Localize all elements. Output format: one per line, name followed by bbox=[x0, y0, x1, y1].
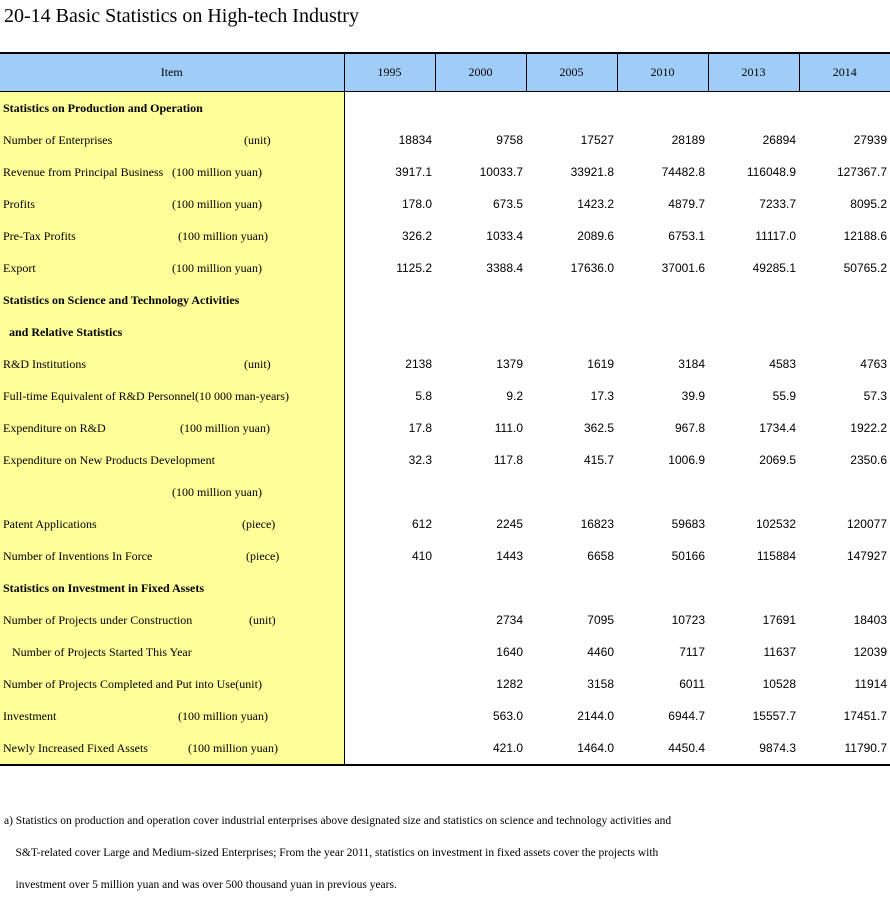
table-row bbox=[0, 156, 890, 188]
row-item-cell bbox=[0, 668, 344, 700]
value-cell bbox=[526, 316, 617, 348]
table-header-row bbox=[0, 53, 890, 92]
table-row bbox=[0, 412, 890, 444]
header-year: 2000 bbox=[435, 53, 526, 92]
row-label: Number of Projects Completed and Put into Use(unit) bbox=[3, 676, 262, 691]
value-cell bbox=[799, 316, 890, 348]
row-label: Export bbox=[3, 260, 36, 275]
value-cell: 2144.0 bbox=[577, 709, 614, 723]
footnote-line: S&T-related cover Large and Medium-sized Enterprises; From the year 2011, statistics on investment in fixed assets cover the projects with bbox=[4, 847, 659, 859]
value-cell bbox=[526, 572, 617, 604]
row-item-cell bbox=[0, 156, 344, 188]
value-cell: 33921.8 bbox=[570, 165, 614, 179]
table-row bbox=[0, 124, 890, 156]
row-item-cell bbox=[0, 316, 344, 348]
value-cell: 115884 bbox=[756, 549, 796, 563]
row-label: Pre-Tax Profits bbox=[3, 228, 76, 243]
page-title: 20-14 Basic Statistics on High-tech Industry bbox=[4, 5, 359, 27]
table-row bbox=[0, 732, 890, 765]
value-cell: 18834 bbox=[398, 133, 432, 147]
value-cell: 111.0 bbox=[494, 421, 523, 435]
section-row bbox=[0, 316, 890, 348]
row-label: Number of Enterprises bbox=[3, 132, 113, 147]
value-cell: 421.0 bbox=[435, 732, 526, 765]
value-cell: 17451.7 bbox=[843, 709, 887, 723]
footnote-line: investment over 5 million yuan and was over 500 thousand yuan in previous years. bbox=[4, 879, 397, 891]
header-year: 2005 bbox=[526, 53, 617, 92]
row-label: Patent Applications bbox=[3, 516, 97, 531]
row-item-cell bbox=[0, 604, 344, 636]
value-cell bbox=[799, 92, 890, 125]
value-cell bbox=[708, 92, 799, 125]
row-label: Full-time Equivalent of R&D Personnel(10 000 man-years) bbox=[3, 388, 289, 403]
statistics-table bbox=[0, 52, 890, 766]
row-unit: (unit) bbox=[244, 132, 271, 147]
value-cell: 612 bbox=[411, 517, 432, 531]
table-row bbox=[0, 508, 890, 540]
row-unit: (100 million yuan) bbox=[172, 260, 262, 275]
row-unit: (unit) bbox=[249, 612, 276, 627]
header-year: 2010 bbox=[617, 53, 708, 92]
value-cell: 28189 bbox=[671, 133, 705, 147]
value-cell: 55.9 bbox=[772, 389, 796, 403]
row-item-cell bbox=[0, 540, 344, 572]
value-cell bbox=[708, 284, 799, 316]
value-cell bbox=[344, 284, 435, 316]
value-cell: 6658 bbox=[587, 549, 614, 563]
table-row bbox=[0, 444, 890, 476]
header-item: Item bbox=[0, 53, 344, 92]
value-cell: 1640 bbox=[496, 645, 523, 659]
value-cell: 12188.6 bbox=[843, 229, 887, 243]
value-cell: 18403 bbox=[853, 613, 887, 627]
value-cell: 362.5 bbox=[583, 421, 614, 435]
row-unit: (100 million yuan) bbox=[178, 228, 268, 243]
value-cell bbox=[344, 316, 435, 348]
value-cell bbox=[344, 92, 435, 125]
value-cell: 9874.3 bbox=[708, 732, 799, 765]
row-item-cell bbox=[0, 412, 344, 444]
value-cell: 17691 bbox=[762, 613, 796, 627]
value-cell: 415.7 bbox=[583, 453, 614, 467]
value-cell: 10528 bbox=[762, 677, 796, 691]
value-cell: 12039 bbox=[853, 645, 887, 659]
value-cell bbox=[344, 636, 435, 668]
row-label: Revenue from Principal Business bbox=[3, 164, 164, 179]
value-cell: 1033.4 bbox=[486, 229, 523, 243]
value-cell: 6944.7 bbox=[668, 709, 705, 723]
value-cell: 50166 bbox=[671, 549, 705, 563]
value-cell: 5.8 bbox=[415, 389, 432, 403]
value-cell: 16823 bbox=[580, 517, 614, 531]
row-unit: (100 million yuan) bbox=[172, 484, 262, 499]
value-cell: 10723 bbox=[671, 613, 705, 627]
value-cell: 32.3 bbox=[408, 453, 432, 467]
value-cell: 1922.2 bbox=[850, 421, 887, 435]
value-cell: 410 bbox=[411, 549, 432, 563]
value-cell: 26894 bbox=[762, 133, 796, 147]
value-cell bbox=[799, 284, 890, 316]
table-row bbox=[0, 700, 890, 732]
row-unit: (piece) bbox=[246, 548, 280, 563]
value-cell: 326.2 bbox=[401, 229, 432, 243]
value-cell bbox=[708, 316, 799, 348]
row-item-cell bbox=[0, 572, 344, 604]
value-cell bbox=[435, 316, 526, 348]
row-label: and Relative Statistics bbox=[3, 324, 123, 339]
value-cell: 1464.0 bbox=[526, 732, 617, 765]
row-item-cell bbox=[0, 188, 344, 220]
section-row bbox=[0, 572, 890, 604]
value-cell: 9.2 bbox=[506, 389, 523, 403]
value-cell: 120077 bbox=[846, 517, 887, 531]
value-cell: 6753.1 bbox=[668, 229, 705, 243]
section-row bbox=[0, 92, 890, 125]
value-cell: 3917.1 bbox=[395, 165, 432, 179]
value-cell: 49285.1 bbox=[752, 261, 796, 275]
value-cell: 1006.9 bbox=[668, 453, 705, 467]
value-cell: 9758 bbox=[496, 133, 523, 147]
value-cell: 2089.6 bbox=[577, 229, 614, 243]
value-cell: 1443 bbox=[496, 549, 523, 563]
value-cell: 116048.9 bbox=[746, 165, 796, 179]
row-label: Newly Increased Fixed Assets bbox=[3, 740, 148, 755]
value-cell bbox=[799, 572, 890, 604]
row-item-cell bbox=[0, 380, 344, 412]
row-label: Expenditure on R&D bbox=[3, 420, 106, 435]
value-cell: 39.9 bbox=[681, 389, 705, 403]
value-cell: 967.8 bbox=[674, 421, 705, 435]
row-label: Number of Projects Started This Year bbox=[3, 644, 192, 659]
value-cell: 2350.6 bbox=[850, 453, 887, 467]
row-unit: (100 million yuan) bbox=[188, 740, 278, 755]
value-cell: 2069.5 bbox=[759, 453, 796, 467]
row-item-cell bbox=[0, 700, 344, 732]
value-cell: 117.8 bbox=[493, 453, 523, 467]
value-cell bbox=[526, 476, 617, 508]
row-label: Number of Inventions In Force bbox=[3, 548, 153, 563]
table-row bbox=[0, 668, 890, 700]
row-item-cell bbox=[0, 476, 344, 508]
value-cell bbox=[708, 476, 799, 508]
value-cell: 57.3 bbox=[863, 389, 887, 403]
value-cell: 50765.2 bbox=[843, 261, 887, 275]
row-label: Expenditure on New Products Development bbox=[3, 452, 215, 467]
value-cell: 3184 bbox=[678, 357, 705, 371]
row-unit: (100 million yuan) bbox=[178, 708, 268, 723]
value-cell: 3158 bbox=[587, 677, 614, 691]
value-cell bbox=[617, 316, 708, 348]
row-label: R&D Institutions bbox=[3, 356, 87, 371]
row-item-cell bbox=[0, 444, 344, 476]
value-cell: 15557.7 bbox=[752, 709, 796, 723]
value-cell: 3388.4 bbox=[486, 261, 523, 275]
value-cell: 59683 bbox=[671, 517, 705, 531]
row-label: Statistics on Investment in Fixed Assets bbox=[3, 580, 205, 595]
table-row bbox=[0, 252, 890, 284]
value-cell bbox=[344, 668, 435, 700]
statistics-table-container bbox=[0, 52, 890, 766]
row-label: Statistics on Science and Technology Activities bbox=[3, 292, 240, 307]
value-cell: 4583 bbox=[769, 357, 796, 371]
value-cell bbox=[344, 732, 435, 765]
value-cell bbox=[435, 284, 526, 316]
section-row bbox=[0, 284, 890, 316]
value-cell: 27939 bbox=[853, 133, 887, 147]
value-cell: 1379 bbox=[496, 357, 523, 371]
value-cell bbox=[617, 572, 708, 604]
value-cell bbox=[344, 572, 435, 604]
value-cell: 1619 bbox=[587, 357, 614, 371]
value-cell: 2138 bbox=[405, 357, 432, 371]
header-year: 2014 bbox=[799, 53, 890, 92]
value-cell: 673.5 bbox=[492, 197, 523, 211]
value-cell: 17.8 bbox=[408, 421, 432, 435]
value-cell bbox=[435, 476, 526, 508]
row-label: Statistics on Production and Operation bbox=[3, 100, 203, 115]
value-cell bbox=[526, 284, 617, 316]
value-cell: 17636.0 bbox=[570, 261, 614, 275]
row-item-cell bbox=[0, 508, 344, 540]
value-cell: 8095.2 bbox=[850, 197, 887, 211]
value-cell bbox=[617, 284, 708, 316]
row-label: Number of Projects under Construction bbox=[3, 612, 193, 627]
value-cell: 7117 bbox=[679, 645, 705, 659]
value-cell: 11117.0 bbox=[755, 229, 796, 243]
value-cell: 11914 bbox=[854, 677, 887, 691]
header-year: 2013 bbox=[708, 53, 799, 92]
value-cell: 4450.4 bbox=[617, 732, 708, 765]
value-cell bbox=[344, 476, 435, 508]
value-cell bbox=[344, 604, 435, 636]
value-cell bbox=[799, 476, 890, 508]
footnote-line: a) Statistics on production and operation cover industrial enterprises above designated size and statistics on science and technology activities and bbox=[4, 815, 672, 827]
value-cell bbox=[435, 572, 526, 604]
value-cell bbox=[344, 700, 435, 732]
row-item-cell bbox=[0, 348, 344, 380]
value-cell: 7233.7 bbox=[759, 197, 796, 211]
row-item-cell bbox=[0, 220, 344, 252]
table-row bbox=[0, 540, 890, 572]
value-cell: 6011 bbox=[679, 677, 705, 691]
value-cell: 1734.4 bbox=[759, 421, 796, 435]
row-item-cell bbox=[0, 124, 344, 156]
row-item-cell bbox=[0, 636, 344, 668]
value-cell: 7095 bbox=[587, 613, 614, 627]
row-item-cell bbox=[0, 92, 344, 125]
value-cell: 4763 bbox=[860, 357, 887, 371]
table-row bbox=[0, 476, 890, 508]
table-row bbox=[0, 604, 890, 636]
value-cell bbox=[708, 572, 799, 604]
value-cell: 37001.6 bbox=[661, 261, 705, 275]
row-label: Investment bbox=[3, 708, 57, 723]
row-unit: (piece) bbox=[242, 516, 276, 531]
value-cell: 10033.7 bbox=[479, 165, 523, 179]
value-cell: 178.0 bbox=[401, 197, 432, 211]
table-row bbox=[0, 188, 890, 220]
table-row bbox=[0, 220, 890, 252]
value-cell: 17527 bbox=[580, 133, 614, 147]
value-cell bbox=[617, 476, 708, 508]
value-cell: 74482.8 bbox=[661, 165, 705, 179]
value-cell: 2734 bbox=[496, 613, 523, 627]
value-cell bbox=[617, 92, 708, 125]
table-body bbox=[0, 92, 890, 766]
value-cell: 4460 bbox=[587, 645, 614, 659]
table-row bbox=[0, 380, 890, 412]
value-cell: 2245 bbox=[496, 517, 523, 531]
value-cell: 4879.7 bbox=[668, 197, 705, 211]
value-cell: 1125.2 bbox=[396, 261, 432, 275]
value-cell: 127367.7 bbox=[836, 165, 887, 179]
value-cell: 102532 bbox=[755, 517, 796, 531]
table-row bbox=[0, 348, 890, 380]
value-cell: 1423.2 bbox=[577, 197, 614, 211]
value-cell: 147927 bbox=[846, 549, 887, 563]
header-year: 1995 bbox=[344, 53, 435, 92]
row-unit: (100 million yuan) bbox=[172, 196, 262, 211]
table-row bbox=[0, 636, 890, 668]
value-cell bbox=[526, 92, 617, 125]
row-label: Profits bbox=[3, 196, 36, 211]
value-cell: 17.3 bbox=[590, 389, 614, 403]
row-unit: (100 million yuan) bbox=[172, 164, 262, 179]
row-item-cell bbox=[0, 252, 344, 284]
row-unit: (100 million yuan) bbox=[180, 420, 270, 435]
value-cell: 563.0 bbox=[492, 709, 523, 723]
value-cell bbox=[435, 92, 526, 125]
value-cell: 11790.7 bbox=[799, 732, 890, 765]
value-cell: 11637 bbox=[763, 645, 796, 659]
row-unit: (unit) bbox=[244, 356, 271, 371]
value-cell: 1282 bbox=[496, 677, 523, 691]
row-item-cell bbox=[0, 732, 344, 765]
row-item-cell bbox=[0, 284, 344, 316]
